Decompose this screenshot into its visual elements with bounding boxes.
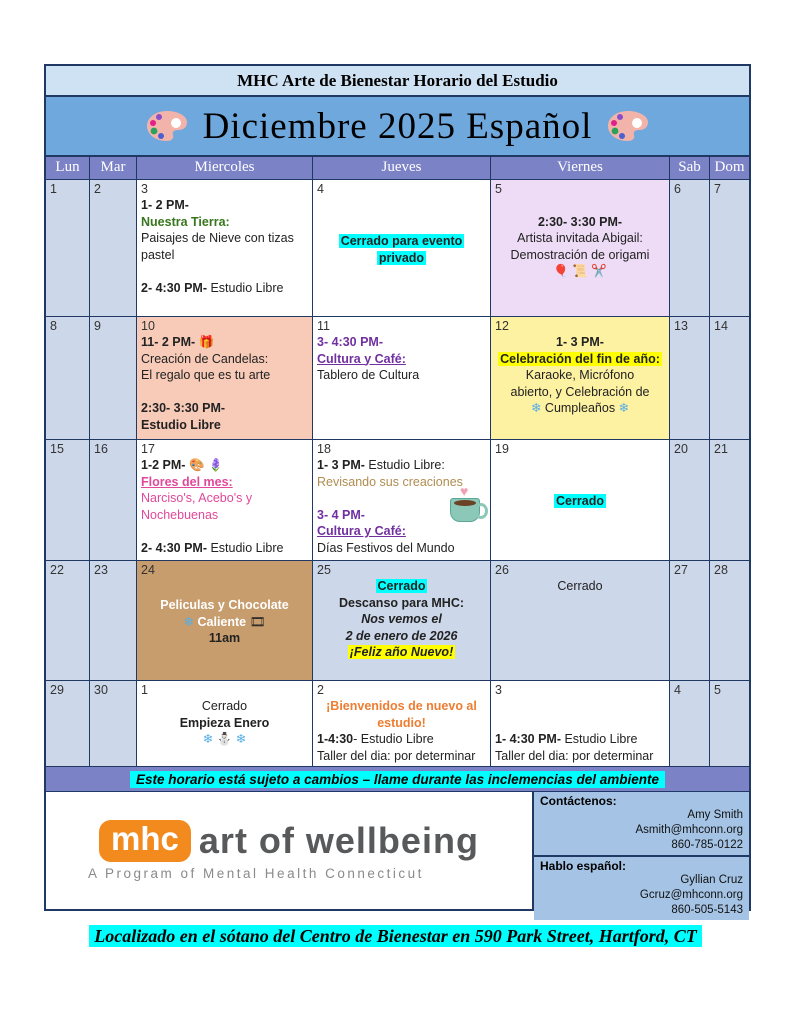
event-line: 11am	[208, 631, 241, 646]
event-line: ¡Bienvenidos de nuevo al	[326, 699, 477, 713]
event-line: 2- 4:30 PM- Estudio Libre	[141, 280, 284, 295]
day-number: 1	[141, 683, 148, 697]
calendar-week-row	[46, 317, 749, 440]
day-number: 6	[674, 182, 681, 196]
weekday-header-lun: Lun	[46, 157, 90, 180]
contact-panel	[534, 792, 749, 916]
day-number: 21	[714, 442, 728, 456]
month-title: Diciembre 2025 Español	[202, 105, 593, 147]
day-number: 25	[317, 563, 331, 577]
calendar-cell-day-30	[90, 681, 137, 767]
event-line: 1-2 PM- 🎨 🪻	[141, 458, 224, 472]
month-title-band	[46, 97, 749, 157]
day-number: 16	[94, 442, 108, 456]
cell-events	[495, 197, 665, 280]
event-line: ❄ Caliente 🎞	[183, 614, 266, 629]
event-line: 1-4:30- Estudio Libre	[317, 732, 434, 746]
day-number: 2	[317, 683, 324, 697]
calendar-cell-day-19	[491, 440, 670, 561]
calendar-grid	[46, 180, 749, 767]
mhc-logo	[46, 792, 534, 909]
event-line: 1- 3 PM-	[556, 335, 604, 349]
event-line	[495, 698, 665, 715]
day-number: 26	[495, 563, 509, 577]
event-line: Empieza Enero	[179, 715, 270, 730]
footer	[46, 792, 749, 916]
calendar-cell-day-22	[46, 561, 90, 681]
event-line: Paisajes de Nieve con tizas	[141, 231, 294, 245]
day-number: 2	[94, 182, 101, 196]
day-number: 29	[50, 683, 64, 697]
day-number: 20	[674, 442, 688, 456]
event-line: Días Festivos del Mundo	[317, 540, 455, 555]
event-line: Karaoke, Micrófono	[525, 368, 635, 382]
event-line: 3- 4:30 PM-	[317, 335, 383, 349]
event-line: Estudio Libre	[141, 417, 221, 432]
cell-events	[317, 197, 486, 302]
day-number: 27	[674, 563, 688, 577]
calendar-cell-day-26	[491, 561, 670, 681]
cell-events	[141, 197, 308, 296]
day-number: 8	[50, 319, 57, 333]
cell-events	[495, 334, 665, 417]
day-number: 1	[50, 182, 57, 196]
day-number: 17	[141, 442, 155, 456]
event-line: Nos vemos el	[361, 612, 442, 626]
event-line: Narciso's, Acebo's y	[141, 491, 253, 505]
day-number: 4	[674, 683, 681, 697]
event-line: Cultura y Café:	[317, 351, 406, 366]
calendar-cell-day-7	[710, 180, 749, 317]
event-line: Nochebuenas	[141, 507, 219, 522]
weekday-header-dom: Dom	[710, 157, 749, 180]
calendar-cell-day-12	[491, 317, 670, 440]
event-line: Descanso para MHC:	[338, 595, 465, 610]
location-address: Localizado en el sótano del Centro de Bienestar en 590 Park Street, Hartford, CT	[0, 926, 791, 947]
calendar-cell-day-2	[90, 180, 137, 317]
mhc-logo-subtitle: A Program of Mental Health Connecticut	[88, 866, 424, 882]
contact-details	[540, 873, 743, 918]
palette-icon	[145, 109, 189, 143]
event-line: Flores del mes:	[141, 474, 233, 489]
cell-events	[141, 457, 308, 556]
event-line: Taller del dia: por determinar	[495, 748, 654, 763]
calendar-cell-day-17	[137, 440, 313, 561]
day-number: 22	[50, 563, 64, 577]
event-line: Creación de Candelas:	[141, 351, 269, 366]
event-line: Peliculas y Chocolate	[160, 598, 289, 613]
cell-events	[317, 578, 486, 661]
calendar-cell-day-3	[137, 180, 313, 317]
event-line: 2- 4:30 PM- Estudio Libre	[141, 540, 284, 555]
weekday-header-jueves: Jueves	[313, 157, 491, 180]
weekday-header-sab: Sab	[670, 157, 710, 180]
cell-events	[141, 578, 308, 666]
day-number: 14	[714, 319, 728, 333]
event-line: Cerrado	[556, 494, 604, 509]
mhc-logo-name: art of wellbeing	[198, 819, 479, 861]
calendar-week-row	[46, 180, 749, 317]
calendar-cell-day-25	[313, 561, 491, 681]
calendar-cell-day-3	[491, 681, 670, 767]
day-number: 18	[317, 442, 331, 456]
event-line: Nuestra Tierra:	[141, 214, 230, 229]
event-line	[495, 715, 665, 732]
contact-line: Amy Smith	[687, 809, 743, 821]
cell-events	[141, 698, 308, 748]
event-line: 2:30- 3:30 PM-	[537, 214, 623, 229]
palette-icon	[606, 109, 650, 143]
event-line: abierto, y Celebración de	[510, 384, 650, 399]
day-number: 11	[317, 319, 330, 333]
event-line: El regalo que es tu arte	[141, 368, 271, 382]
day-number: 28	[714, 563, 728, 577]
day-number: 12	[495, 319, 509, 333]
event-line: 11- 2 PM- 🎁	[141, 335, 215, 349]
event-line: Cerrado	[201, 699, 248, 713]
coffee-mug-icon: ♥	[450, 498, 480, 522]
calendar	[44, 64, 751, 916]
day-number: 24	[141, 563, 155, 577]
calendar-cell-day-27	[670, 561, 710, 681]
calendar-cell-day-21	[710, 440, 749, 561]
event-line: Cerrado	[377, 579, 426, 593]
event-line: Artista invitada Abigail:	[517, 231, 643, 245]
notice-banner-text: Este horario está sujeto a cambios – llame durante las inclemencias del ambiente	[130, 771, 665, 788]
calendar-week-row	[46, 681, 749, 767]
contact-us-block	[534, 792, 749, 857]
calendar-cell-day-6	[670, 180, 710, 317]
event-line: Revisando sus creaciones	[317, 474, 463, 489]
event-line: ¡Feliz año Nuevo!	[349, 645, 454, 659]
day-number: 3	[141, 182, 148, 196]
contact-line: 860-785-0122	[671, 839, 743, 851]
day-number: 30	[94, 683, 108, 697]
calendar-cell-day-8	[46, 317, 90, 440]
notice-banner	[46, 767, 749, 792]
calendar-cell-day-15	[46, 440, 90, 561]
event-line: Taller del dia: por determinar	[317, 748, 476, 763]
calendar-cell-day-13	[670, 317, 710, 440]
cell-events	[495, 457, 665, 546]
calendar-cell-day-1	[137, 681, 313, 767]
event-line: ❄ Cumpleaños ❄	[530, 401, 630, 415]
event-line: 2:30- 3:30 PM-	[141, 401, 226, 415]
day-number: 7	[714, 182, 721, 196]
event-line: 3- 4 PM-	[317, 507, 365, 522]
event-line: privado	[378, 250, 425, 265]
contact-label: Contáctenos:	[540, 794, 617, 808]
event-line: Cultura y Café:	[317, 524, 406, 538]
event-line: Celebración del fin de año:	[500, 351, 660, 366]
calendar-cell-day-9	[90, 317, 137, 440]
event-line: 1- 2 PM-	[141, 198, 189, 212]
event-line	[495, 197, 665, 214]
calendar-cell-day-20	[670, 440, 710, 561]
cell-events	[317, 334, 486, 384]
calendar-cell-day-10	[137, 317, 313, 440]
calendar-cell-day-4	[670, 681, 710, 767]
event-line	[141, 263, 308, 280]
day-number: 19	[495, 442, 509, 456]
event-line: 1- 3 PM- Estudio Libre:	[317, 458, 445, 472]
calendar-cell-day-28	[710, 561, 749, 681]
event-line: ❄ ⛄ ❄	[202, 732, 247, 746]
calendar-cell-day-11	[313, 317, 491, 440]
weekday-header-miercoles: Miercoles	[137, 157, 313, 180]
contact-details	[540, 808, 743, 853]
calendar-cell-day-14	[710, 317, 749, 440]
contact-label: Hablo español:	[540, 859, 627, 873]
day-number: 5	[714, 683, 721, 697]
day-number: 15	[50, 442, 64, 456]
contact-line: Asmith@mhconn.org	[635, 824, 743, 836]
calendar-cell-day-23	[90, 561, 137, 681]
calendar-cell-day-16	[90, 440, 137, 561]
contact-line: Gcruz@mhconn.org	[639, 889, 743, 901]
event-line	[141, 384, 308, 401]
weekday-header-mar: Mar	[90, 157, 137, 180]
event-line: Cerrado	[557, 579, 603, 593]
calendar-cell-day-4	[313, 180, 491, 317]
spanish-contact-block	[534, 857, 749, 920]
calendar-cell-day-2	[313, 681, 491, 767]
cell-events	[495, 578, 665, 595]
day-number: 10	[141, 319, 155, 333]
day-number: 13	[674, 319, 688, 333]
weekday-header-row	[46, 157, 749, 180]
day-number: 3	[495, 683, 502, 697]
event-line: 2 de enero de 2026	[345, 628, 458, 643]
cell-events	[495, 698, 665, 764]
calendar-cell-day-18	[313, 440, 491, 561]
calendar-cell-day-5	[710, 681, 749, 767]
day-number: 4	[317, 182, 324, 196]
event-line: pastel	[141, 247, 175, 262]
top-title: MHC Arte de Bienestar Horario del Estudio	[46, 66, 749, 97]
event-line: 1- 4:30 PM- Estudio Libre	[495, 732, 638, 746]
contact-line: Gyllian Cruz	[680, 874, 743, 886]
event-line: Tablero de Cultura	[317, 368, 420, 382]
day-number: 5	[495, 182, 502, 196]
cell-events	[317, 698, 486, 764]
cell-events	[141, 334, 308, 433]
event-line: 🎈 📜 ✂️	[553, 264, 607, 278]
contact-line: 860-505-5143	[671, 904, 743, 916]
calendar-week-row	[46, 440, 749, 561]
calendar-cell-day-29	[46, 681, 90, 767]
calendar-cell-day-5	[491, 180, 670, 317]
calendar-cell-day-24	[137, 561, 313, 681]
calendar-cell-day-1	[46, 180, 90, 317]
day-number: 23	[94, 563, 108, 577]
event-line	[141, 523, 308, 540]
event-line: estudio!	[377, 715, 426, 730]
weekday-header-viernes: Viernes	[491, 157, 670, 180]
calendar-week-row	[46, 561, 749, 681]
mhc-logo-badge: mhc	[99, 820, 191, 862]
event-line: Cerrado para evento	[340, 234, 463, 248]
event-line: Demostración de origami	[510, 247, 650, 262]
day-number: 9	[94, 319, 101, 333]
